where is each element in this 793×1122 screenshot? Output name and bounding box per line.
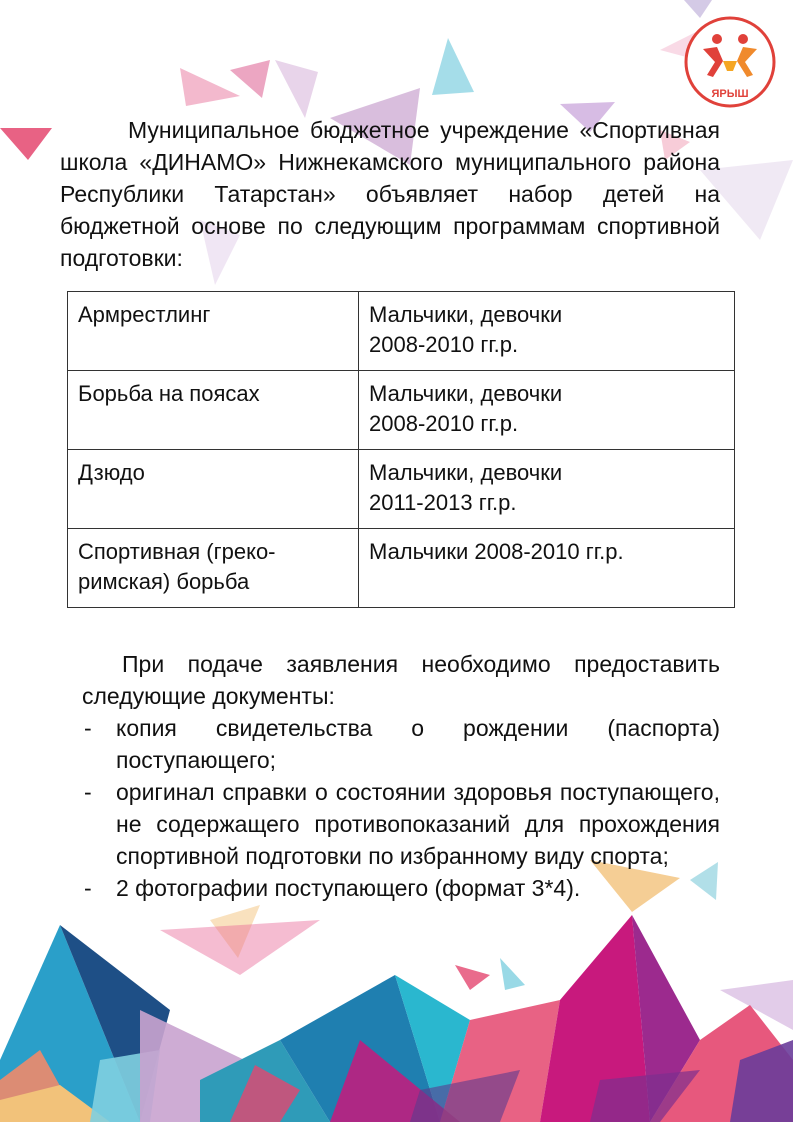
deco-triangle xyxy=(455,965,490,990)
list-item-text: копия свидетельства о рождении (паспорта) поступающего; xyxy=(116,715,720,773)
documents-lead: При подаче заявления необходимо предоставить следующие документы: xyxy=(82,651,720,709)
table-row xyxy=(68,529,735,608)
years-text: 2008-2010 гг.р. xyxy=(369,411,519,436)
sport-cell: Дзюдо xyxy=(68,450,359,529)
documents-section xyxy=(84,648,720,904)
deco-triangle xyxy=(0,128,52,160)
list-bullet: - xyxy=(84,715,92,741)
list-bullet: - xyxy=(84,779,92,805)
deco-triangle xyxy=(160,920,320,975)
deco-triangle xyxy=(180,68,240,106)
sport-cell: Спортивная (греко-римская) борьба xyxy=(68,529,359,608)
group-text: Мальчики, девочки xyxy=(369,460,563,485)
list-bullet: - xyxy=(84,875,92,901)
group-cell xyxy=(359,529,735,608)
intro-paragraph: Муниципальное бюджетное учреждение «Спортивная школа «ДИНАМО» Нижнекамского муниципального района Республики Татарстан» объявляет набор детей на бюджетной основе по следующим программам спортивной подготовки: xyxy=(60,117,720,271)
table-row xyxy=(68,371,735,450)
deco-triangle xyxy=(500,958,525,990)
programs-table xyxy=(67,291,735,608)
sport-cell: Армрестлинг xyxy=(68,292,359,371)
list-item xyxy=(84,776,720,872)
deco-triangle xyxy=(230,60,270,98)
table-row xyxy=(68,450,735,529)
group-text: Мальчики, девочки xyxy=(369,381,563,406)
deco-triangle xyxy=(432,38,474,95)
logo-text: ЯРЫШ xyxy=(711,88,749,100)
list-item-text: оригинал справки о состоянии здоровья поступающего, не содержащего противопоказаний для прохождения спортивной подготовки по избранному виду спорта; xyxy=(116,779,720,869)
group-cell xyxy=(359,450,735,529)
group-cell xyxy=(359,371,735,450)
yarysh-logo xyxy=(683,15,777,109)
list-item-text: 2 фотографии поступающего (формат 3*4). xyxy=(116,875,581,901)
group-cell xyxy=(359,292,735,371)
list-item xyxy=(84,712,720,776)
years-text: 2011-2013 гг.р. xyxy=(369,490,517,515)
group-text: Мальчики 2008-2010 гг.р. xyxy=(369,539,624,564)
sport-cell: Борьба на поясах xyxy=(68,371,359,450)
documents-list xyxy=(84,712,720,904)
table-row xyxy=(68,292,735,371)
years-text: 2008-2010 гг.р. xyxy=(369,332,519,357)
group-text: Мальчики, девочки xyxy=(369,302,563,327)
deco-triangle xyxy=(275,60,318,118)
list-item xyxy=(84,872,720,904)
